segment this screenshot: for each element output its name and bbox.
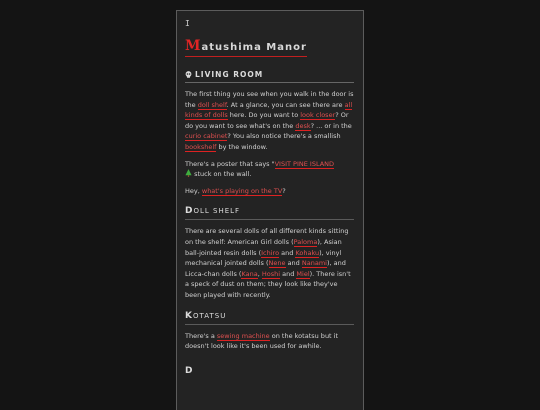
doll-shelf-link[interactable]: doll shelf bbox=[197, 100, 227, 109]
miel-link[interactable]: Miel bbox=[296, 269, 310, 278]
kana-link[interactable]: Kana bbox=[241, 269, 258, 278]
text: The first thing you see when you walk in the door is the bbox=[185, 90, 354, 109]
heading-initial: D bbox=[185, 365, 194, 376]
text: and bbox=[279, 248, 296, 257]
paloma-link[interactable]: Paloma bbox=[293, 237, 318, 246]
text: . At a glance, you can see there are bbox=[226, 100, 345, 109]
content-panel bbox=[176, 10, 364, 410]
all-dolls-link[interactable]: all kinds of dolls bbox=[185, 100, 353, 120]
skull-icon bbox=[185, 71, 192, 78]
doll-shelf-paragraph bbox=[185, 226, 354, 300]
text: , bbox=[257, 269, 262, 278]
tv-link[interactable]: what's playing on the TV bbox=[201, 186, 283, 195]
text: ), Asian ball-jointed resin dolls ( bbox=[185, 237, 342, 257]
text: and bbox=[280, 269, 297, 278]
room-heading-text: LIVING ROOM bbox=[195, 70, 264, 79]
pine-tree-icon bbox=[185, 169, 192, 177]
look-closer-link[interactable]: look closer bbox=[300, 111, 336, 120]
text: here. Do you want to bbox=[227, 111, 301, 120]
text: Hey, bbox=[185, 186, 202, 195]
ichiro-link[interactable]: Ichiro bbox=[261, 248, 280, 257]
text: There's a bbox=[185, 331, 217, 340]
site-title-rest: atushima Manor bbox=[201, 42, 307, 53]
site-title bbox=[185, 39, 307, 57]
text: ? bbox=[282, 186, 286, 195]
text: ? Or do you want to see what's on the bbox=[185, 111, 349, 130]
text: There are several dolls of all different kinds sitting on the shelf: American Girl dolls ( bbox=[185, 227, 349, 246]
kohaku-link[interactable]: Kohaku bbox=[295, 248, 320, 257]
kotatsu-heading bbox=[185, 311, 354, 325]
text: ? You also notice there's a smallish bbox=[227, 132, 341, 141]
site-title-initial: M bbox=[185, 38, 202, 54]
text: by the window. bbox=[216, 142, 268, 151]
heading-initial: K bbox=[185, 310, 193, 321]
heading-rest: OLL SHELF bbox=[193, 207, 241, 216]
text: and bbox=[285, 259, 302, 268]
bookshelf-link[interactable]: bookshelf bbox=[185, 142, 217, 151]
sewing-machine-link[interactable]: sewing machine bbox=[216, 331, 270, 340]
poster-paragraph bbox=[185, 159, 354, 180]
text: ), and Licca-chan dolls ( bbox=[185, 259, 346, 278]
nanami-link[interactable]: Nanami bbox=[301, 259, 327, 268]
text: ). There isn't a speck of dust on them; they look like they've been played with recently. bbox=[185, 269, 351, 299]
next-section-heading bbox=[185, 366, 354, 379]
desk-link[interactable]: desk bbox=[295, 121, 311, 130]
doll-shelf-heading bbox=[185, 206, 354, 220]
heading-initial: D bbox=[185, 206, 194, 217]
curio-cabinet-link[interactable]: curio cabinet bbox=[185, 132, 228, 141]
text: on the kotatsu but it doesn't look like it's been used for awhile. bbox=[185, 331, 339, 351]
room-heading bbox=[185, 70, 354, 83]
heading-rest: OTATSU bbox=[192, 311, 227, 320]
tv-paragraph bbox=[185, 186, 354, 197]
text: ), vinyl mechanical jointed dolls ( bbox=[185, 248, 342, 268]
kotatsu-paragraph bbox=[185, 331, 354, 352]
text: There's a poster that says " bbox=[185, 159, 275, 168]
nene-link[interactable]: Nene bbox=[268, 259, 286, 268]
hoshi-link[interactable]: Hoshi bbox=[261, 269, 281, 278]
pine-island-link[interactable]: VISIT PINE ISLAND bbox=[274, 159, 335, 168]
text: stuck on the wall. bbox=[192, 170, 252, 179]
text: ? ... or in the bbox=[310, 121, 352, 130]
intro-paragraph bbox=[185, 89, 354, 153]
text-cursor-mark: I bbox=[185, 19, 190, 28]
